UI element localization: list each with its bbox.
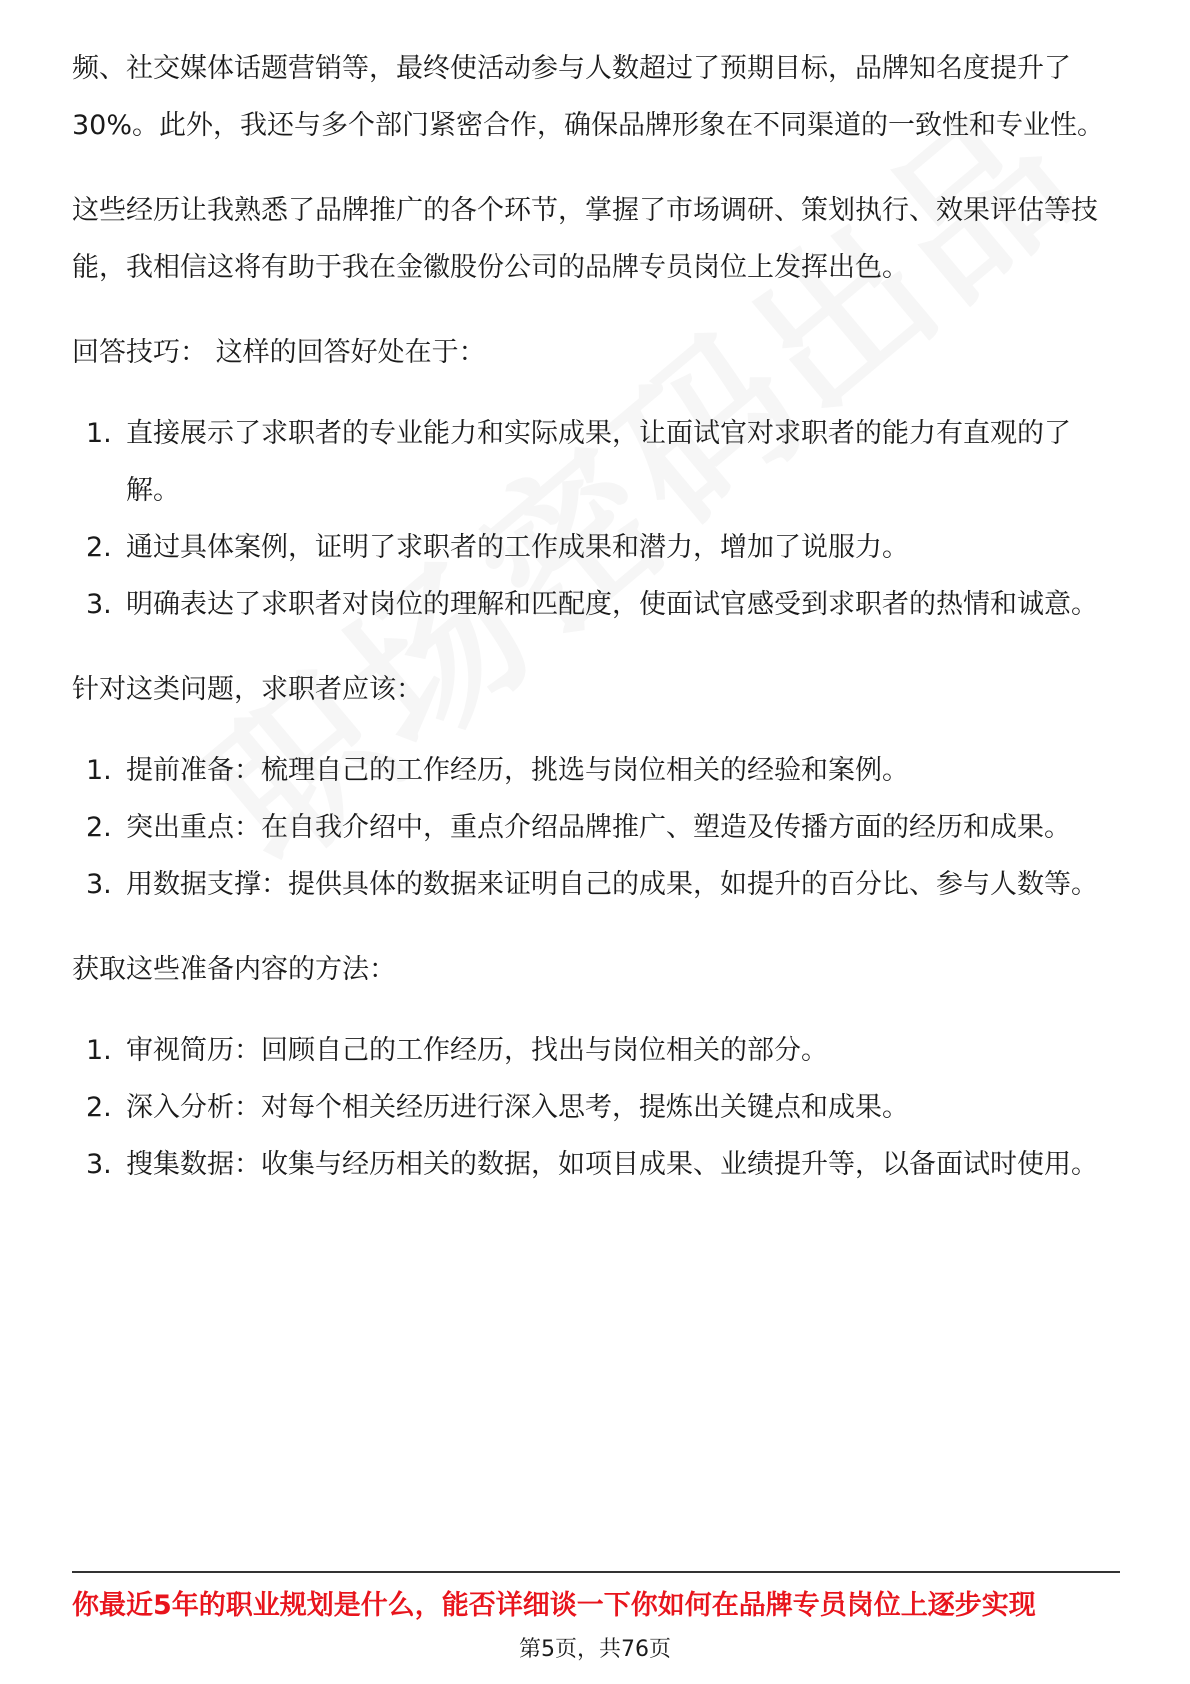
list-text: 深入分析：对每个相关经历进行深入思考，提炼出关键点和成果。 xyxy=(126,1092,909,1123)
list-item xyxy=(72,856,1120,913)
next-question-title: 你最近5年的职业规划是什么，能否详细谈一下你如何在品牌专员岗位上逐步实现 xyxy=(72,1590,1036,1621)
list-item xyxy=(72,799,1120,856)
list-text: 提前准备：梳理自己的工作经历，挑选与岗位相关的经验和案例。 xyxy=(126,755,909,786)
paragraph-intro-2: 这些经历让我熟悉了品牌推广的各个环节，掌握了市场调研、策划执行、效果评估等技能，我相信这将有助于我在金徽股份公司的品牌专员岗位上发挥出色。 xyxy=(72,195,1098,283)
list-number: 1. xyxy=(86,1035,112,1066)
page-number: 第5页，共76页 xyxy=(519,1637,671,1662)
page-content xyxy=(72,40,1120,1193)
list-text: 搜集数据：收集与经历相关的数据，如项目成果、业绩提升等，以备面试时使用。 xyxy=(126,1149,1098,1180)
list-item xyxy=(72,405,1120,519)
list-item xyxy=(72,1079,1120,1136)
list-number: 2. xyxy=(86,532,112,563)
list-number: 3. xyxy=(86,869,112,900)
list-number: 1. xyxy=(86,418,112,449)
paragraph-intro-1: 频、社交媒体话题营销等，最终使活动参与人数超过了预期目标，品牌知名度提升了30%。此外，我还与多个部门紧密合作，确保品牌形象在不同渠道的一致性和专业性。 xyxy=(72,53,1105,141)
tips-heading: 回答技巧： 这样的回答好处在于： xyxy=(72,337,486,368)
list-number: 3. xyxy=(86,589,112,620)
list-text: 突出重点：在自我介绍中，重点介绍品牌推广、塑造及传播方面的经历和成果。 xyxy=(126,812,1071,843)
should-heading: 针对这类问题，求职者应该： xyxy=(72,674,423,705)
list-item xyxy=(72,576,1120,633)
list-item xyxy=(72,519,1120,576)
list-text: 审视简历：回顾自己的工作经历，找出与岗位相关的部分。 xyxy=(126,1035,828,1066)
methods-heading: 获取这些准备内容的方法： xyxy=(72,954,396,985)
list-number: 3. xyxy=(86,1149,112,1180)
list-text: 直接展示了求职者的专业能力和实际成果，让面试官对求职者的能力有直观的了解。 xyxy=(126,418,1071,506)
list-number: 2. xyxy=(86,812,112,843)
footer-divider xyxy=(72,1571,1120,1573)
list-item xyxy=(72,1022,1120,1079)
list-text: 用数据支撑：提供具体的数据来证明自己的成果，如提升的百分比、参与人数等。 xyxy=(126,869,1098,900)
list-number: 2. xyxy=(86,1092,112,1123)
list-item xyxy=(72,1136,1120,1193)
list-number: 1. xyxy=(86,755,112,786)
list-item xyxy=(72,742,1120,799)
should-list xyxy=(72,742,1120,913)
list-text: 明确表达了求职者对岗位的理解和匹配度，使面试官感受到求职者的热情和诚意。 xyxy=(126,589,1098,620)
list-text: 通过具体案例，证明了求职者的工作成果和潜力，增加了说服力。 xyxy=(126,532,909,563)
methods-list xyxy=(72,1022,1120,1193)
tips-list xyxy=(72,405,1120,633)
